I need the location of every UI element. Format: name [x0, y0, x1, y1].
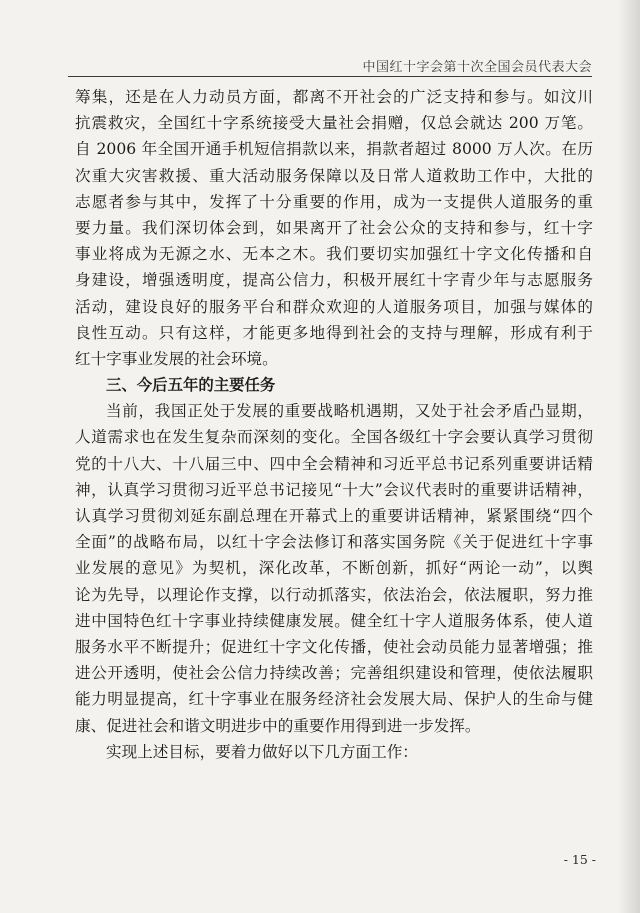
text-line: 当前，我国正处于发展的重要战略机遇期，又处于社会矛盾凸显期， [106, 402, 593, 421]
text-line: 身建设，增强透明度，提高公信力，积极开展红十字青少年与志愿服务 [75, 271, 593, 290]
running-header: 中国红十字会第十次全国会员代表大会 [362, 60, 592, 75]
paragraph-2 [75, 398, 593, 738]
text-line: 活动，建设良好的服务平台和群众欢迎的人道服务项目，加强与媒体的 [75, 297, 593, 316]
scan-edge-shadow [618, 0, 640, 913]
text-line: 能力明显提高，红十字事业在服务经济社会发展大局、保护人的生命与健 [75, 690, 593, 709]
body-text [75, 84, 593, 765]
text-line: 康、促进社会和谐文明进步中的重要作用得到进一步发挥。 [75, 716, 481, 735]
text-line: 志愿者参与其中，发挥了十分重要的作用，成为一支提供人道服务的重 [75, 192, 593, 211]
text-line: 进中国特色红十字事业持续健康发展。健全红十字人道服务体系，使人道 [75, 611, 593, 630]
text-line: 次重大灾害救援、重大活动服务保障以及日常人道救助工作中，大批的 [75, 166, 593, 185]
text-line: 神，认真学习贯彻习近平总书记接见“十大”会议代表时的重要讲话精神， [75, 480, 593, 499]
text-line: 党的十八大、十八届三中、四中全会精神和习近平总书记系列重要讲话精 [75, 454, 593, 473]
text-line: 自 2006 年全国开通手机短信捐款以来，捐款者超过 8000 万人次。在历 [75, 140, 593, 159]
section-heading: 三、今后五年的主要任务 [106, 376, 276, 395]
page-number: - 15 - [563, 852, 596, 867]
text-line: 筹集，还是在人力动员方面，都离不开社会的广泛支持和参与。如汶川 [75, 88, 593, 106]
text-line: 事业将成为无源之水、无本之木。我们要切实加强红十字文化传播和自 [75, 245, 593, 264]
text-line: 全面”的战略布局，以红十字会法修订和落实国务院《关于促进红十字事 [75, 533, 593, 552]
text-line: 抗震救灾，全国红十字系统接受大量社会捐赠，仅总会就达 200 万笔。 [75, 114, 593, 133]
header-rule [68, 76, 592, 77]
text-line: 业发展的意见》为契机，深化改革，不断创新，抓好“两论一动”，以舆 [75, 559, 593, 578]
text-line: 进公开透明，使社会公信力持续改善；完善组织建设和管理，使依法履职 [75, 664, 593, 683]
text-line: 人道需求也在发生复杂而深刻的变化。全国各级红十字会要认真学习贯彻 [75, 428, 593, 447]
text-line: 要力量。我们深切体会到，如果离开了社会公众的支持和参与，红十字 [75, 218, 593, 237]
text-line: 红十字事业发展的社会环境。 [75, 349, 278, 368]
text-line: 认真学习贯彻刘延东副总理在开幕式上的重要讲话精神，紧紧围绕“四个 [75, 507, 593, 525]
paragraph-1 [75, 84, 593, 372]
closing-line: 实现上述目标，要着力做好以下几方面工作： [106, 742, 418, 761]
text-line: 服务水平不断提升；促进红十字文化传播，使社会动员能力显著增强；推 [75, 637, 593, 656]
text-line: 良性互动。只有这样，才能更多地得到社会的支持与理解，形成有利于 [75, 323, 593, 342]
text-line: 论为先导，以理论作支撑，以行动抓落实，依法治会，依法履职，努力推 [75, 585, 593, 604]
